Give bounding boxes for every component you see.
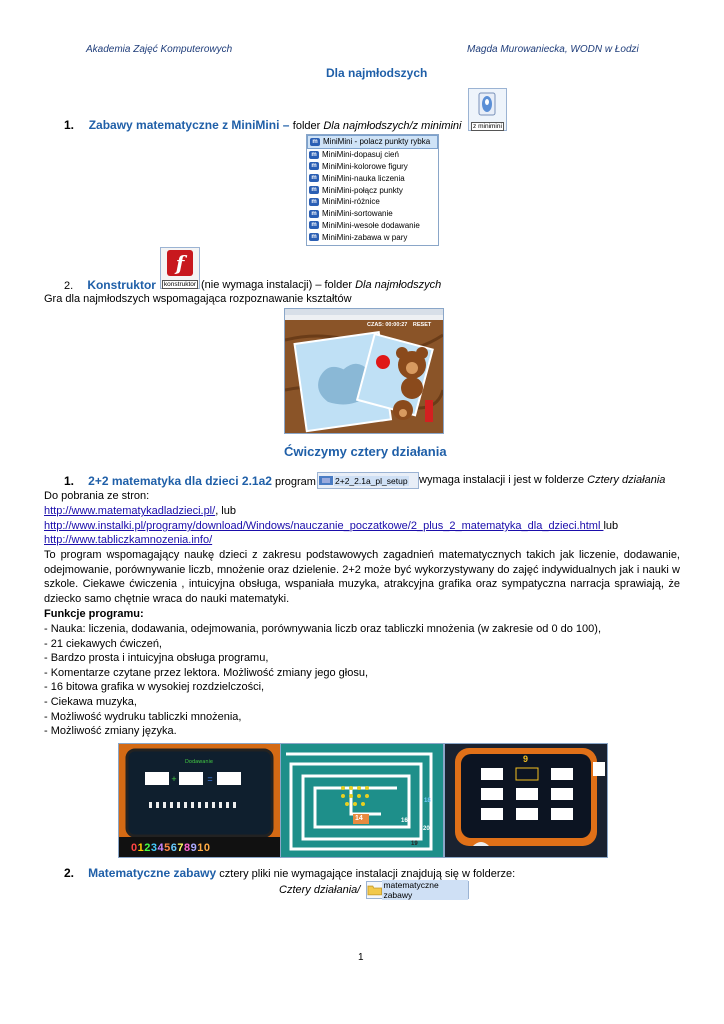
maze-number: 14 <box>355 815 363 822</box>
konstruktor-timer: CZAS: 00:00:27 RESET <box>367 322 432 328</box>
sec1-dash: – <box>279 118 293 132</box>
section-title-four-operations: Ćwiczymy cztery działania <box>284 444 447 459</box>
sec4-num: 2. <box>64 866 75 880</box>
minimini-folder-icon[interactable] <box>468 88 507 131</box>
features-title: Funkcje programu: <box>44 608 144 620</box>
sec3-title: 2+2 matematyka dla dzieci 2.1a2 <box>88 474 272 488</box>
sec1-title: Zabawy matematyczne z MiniMini <box>88 118 280 132</box>
maze-number: 19 <box>411 841 418 847</box>
link-matematykadladzieci[interactable]: http://www.matematykadladzieci.pl/ <box>44 505 216 517</box>
sec3-folder-name: Cztery działania <box>587 474 666 486</box>
list-item[interactable]: m MiniMini-połącz punkty <box>307 184 438 196</box>
sec1-folder-path: Dla najmłodszych/z minimini <box>323 120 462 132</box>
sec4-after: cztery pliki nie wymagające instalacji znajdują się w folderze: <box>216 868 516 880</box>
link-line-2: http://www.instalki.pl/programy/download/Windows/nauczanie_poczatkowe/2_plus_2_matematyka_dla_dzieci.html lub <box>44 520 619 532</box>
list-item[interactable]: m MiniMini - polacz punkty rybka <box>307 135 438 149</box>
sec2-title: Konstruktor <box>87 278 156 292</box>
sec2-after: (nie wymaga instalacji) – folder Dla najmłodszych <box>201 279 442 291</box>
app-icon: m <box>309 174 319 182</box>
sec2-folder-name: Dla najmłodszych <box>355 279 442 291</box>
minimini-file-list <box>306 134 439 246</box>
sec2-heading <box>64 278 156 292</box>
list-item[interactable]: m MiniMini-różnice <box>307 196 438 208</box>
features-list <box>44 622 684 739</box>
konstruktor-label: konstruktor <box>163 281 197 288</box>
number-strip: 012345678910 <box>131 842 211 854</box>
konstruktor-icon[interactable] <box>160 247 200 289</box>
sec1-heading <box>64 118 462 132</box>
sec4-heading <box>64 866 515 880</box>
sec1-folder-prefix: folder <box>292 120 324 132</box>
list-item[interactable]: m MiniMini-sortowanie <box>307 208 438 220</box>
minimini-folder-label: z minimini <box>471 122 504 131</box>
list-item: - Możliwość zmiany języka. <box>44 725 177 738</box>
svg-text:+: + <box>171 774 177 784</box>
app-icon: m <box>309 162 319 170</box>
screenshot-dominoes-grid <box>444 743 608 858</box>
list-item[interactable]: m MiniMini-wesołe dodawanie <box>307 220 438 232</box>
svg-text:=: = <box>207 774 213 784</box>
list-item: - Ciekawa muzyka, <box>44 695 137 708</box>
list-item: - Bardzo prosta i intuicyjna obsługa programu, <box>44 652 269 665</box>
header-left: Akademia Zajęć Komputerowych <box>86 44 233 55</box>
section-title-youngest: Dla najmłodszych <box>326 66 428 80</box>
sec4-folder-path: Cztery działania/ <box>279 884 361 896</box>
list-item: - 21 ciekawych ćwiczeń, <box>44 637 162 650</box>
link-line-3 <box>44 533 212 548</box>
setup-file-label: 2+2_2.1a_pl_setup <box>335 475 408 486</box>
svg-text:f: f <box>175 251 185 275</box>
list-item[interactable]: m MiniMini-zabawa w pary <box>307 231 438 243</box>
header-right: Magda Murowaniecka, WODN w Łodzi <box>467 44 639 55</box>
download-label: Do pobrania ze stron: <box>44 490 150 502</box>
page-number: 1 <box>358 952 364 963</box>
app-icon: m <box>309 198 319 206</box>
link-tabliczkamnozenia[interactable]: http://www.tabliczkamnozenia.info/ <box>44 534 213 546</box>
folder-icon <box>367 884 382 896</box>
list-item[interactable]: m MiniMini-nauka liczenia <box>307 172 438 184</box>
app-icon: m <box>309 186 319 194</box>
svg-text:Dodawanie: Dodawanie <box>185 759 213 765</box>
screenshot-dominoes <box>118 743 281 858</box>
list-item[interactable]: m MiniMini-kolorowe figury <box>307 161 438 173</box>
app-icon: m <box>309 210 319 218</box>
konstruktor-screenshot <box>284 308 444 434</box>
target-number: 9 <box>523 754 529 764</box>
sec3-num: 1. <box>64 474 75 488</box>
link-instalki[interactable]: http://www.instalki.pl/programy/download/Windows/nauczanie_poczatkowe/2_plus_2_matematyka_dla_dzieci.html <box>44 520 604 532</box>
flash-icon <box>161 248 199 277</box>
setup-file-icon[interactable] <box>317 472 419 489</box>
sec3-paragraph: To program wspomagający naukę dzieci z zakresu podstawowych zagadnień matematycznych takich jak liczenie, dodawanie, odejmowanie, porównywanie liczb, mnożenie oraz dzielenie. 2+2 może być wykorzystywany do zajęć indywidualnych jak i nauki w szkole. Ciekawe ćwiczenia , intuicyjna obsługa, wspaniała muzyka, atrakcyjna grafika oraz sympatyczna narracja sprawiają, że dziecko samo chętnie wraca do nauki matematyki. <box>44 549 680 605</box>
folder-icon <box>469 89 506 119</box>
list-item: - Możliwość wydruku tabliczki mnożenia, <box>44 710 242 723</box>
list-item[interactable]: m MiniMini-dopasuj cień <box>307 149 438 161</box>
folder-label: matematyczne zabawy <box>382 880 468 900</box>
list-item: - Nauka: liczenia, dodawania, odejmowania, porównywania liczb oraz tabliczki mnożenia (w zakresie od 0 do 100), <box>44 623 602 635</box>
maze-number: 20 <box>423 826 430 832</box>
link-line-1: http://www.matematykadladzieci.pl/, lub <box>44 505 236 517</box>
sec2-description: Gra dla najmłodszych wspomagająca rozpoznawanie kształtów <box>44 293 352 305</box>
matematyczne-zabawy-folder[interactable] <box>366 881 469 899</box>
sec4-title: Matematyczne zabawy <box>88 866 217 880</box>
sec3-heading <box>64 474 316 488</box>
app-icon: m <box>309 233 319 241</box>
app-icon: m <box>309 151 319 159</box>
screenshot-maze <box>280 743 444 858</box>
installer-icon <box>318 474 334 487</box>
app-icon: m <box>309 221 319 229</box>
list-item: - 16 bitowa grafika w wysokiej rozdzielczości, <box>44 681 265 694</box>
maze-number: 16 <box>401 818 408 824</box>
sec3-after: wymaga instalacji i jest w folderze Cztery działania <box>419 474 666 486</box>
sec2-num: 2. <box>64 280 74 292</box>
sec1-num: 1. <box>64 118 75 132</box>
list-item: - Komentarze czytane przez lektora. Możliwość zmiany jego głosu, <box>44 666 369 679</box>
sec3-program-word: program <box>271 476 316 488</box>
maze-number: 18 <box>424 798 431 804</box>
app-icon: m <box>310 138 320 146</box>
